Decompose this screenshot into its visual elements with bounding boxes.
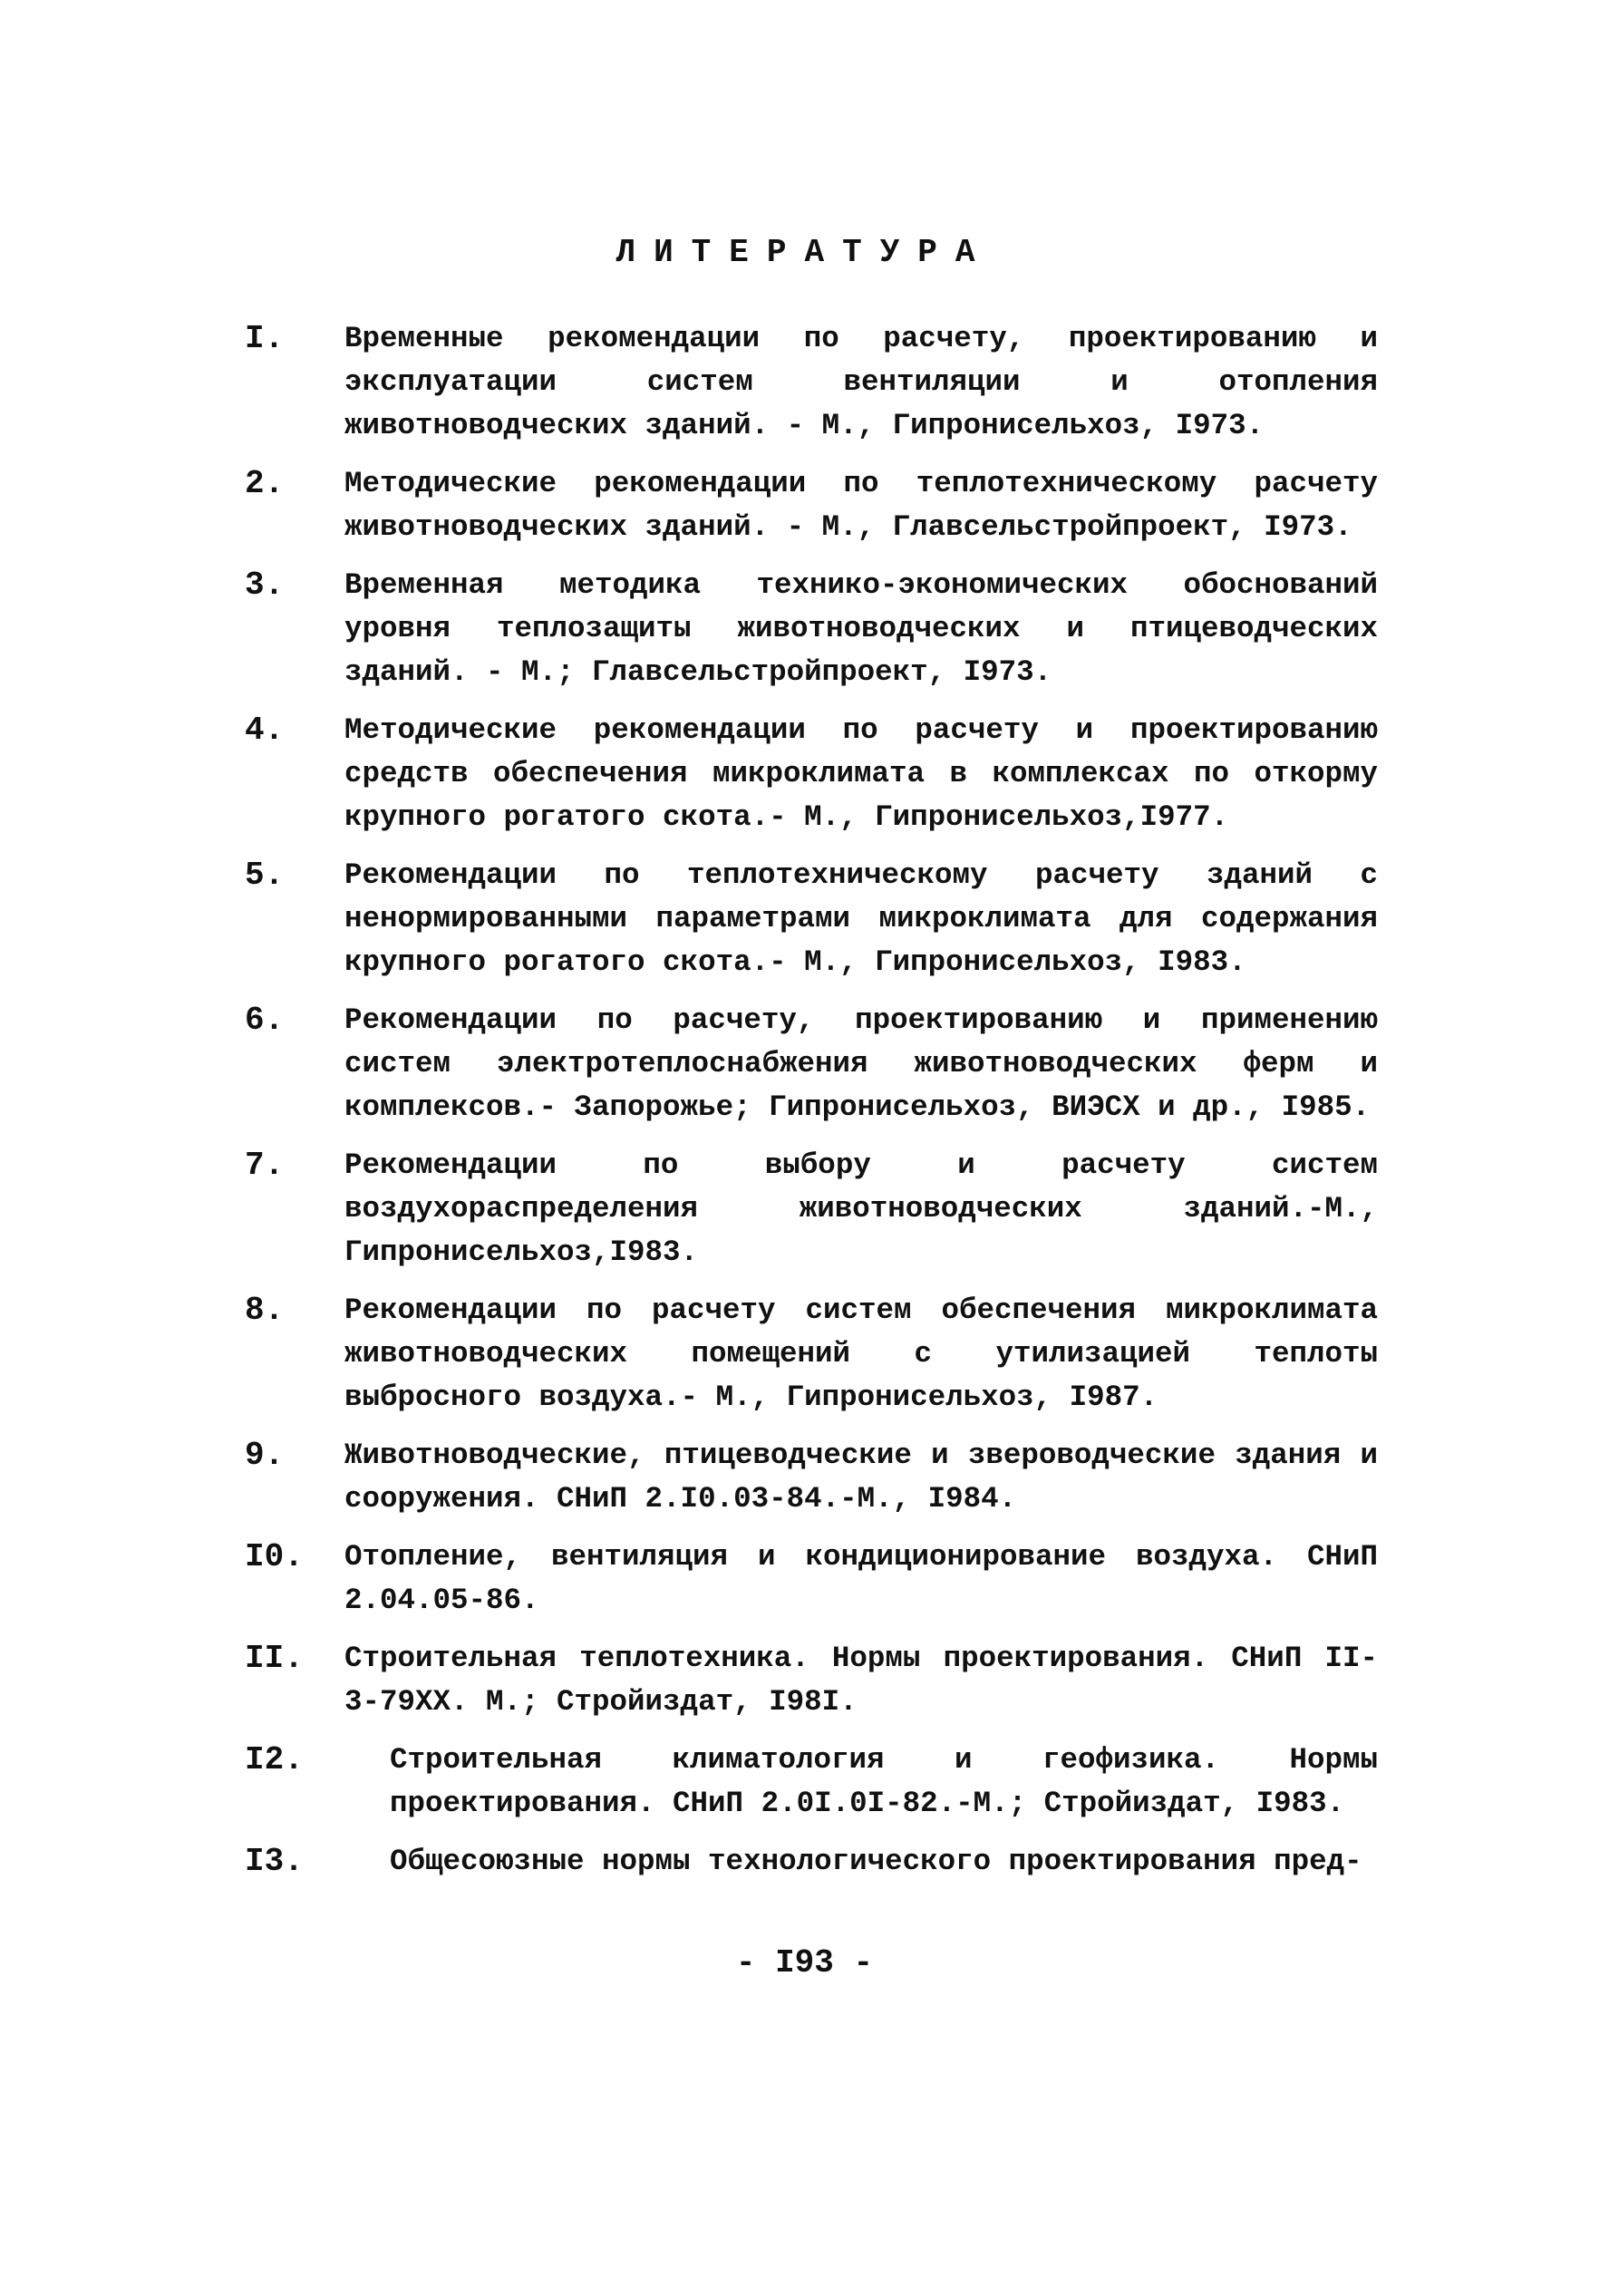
reference-item	[245, 1434, 1378, 1521]
page-number: - I93 -	[735, 1944, 874, 1981]
reference-number: 8.	[245, 1292, 285, 1329]
reference-text: Временная методика технико-экономических обоснований уровня теплозащиты животноводческих и птицеводческих зданий. - М.; Главсельстройпроект, I973.	[344, 568, 1378, 689]
page-title: ЛИТЕРАТУРА	[615, 234, 994, 271]
reference-number: II.	[245, 1640, 304, 1677]
reference-number: 2.	[245, 465, 285, 502]
reference-item	[245, 1289, 1378, 1419]
reference-list	[245, 317, 1378, 1898]
reference-number: 5.	[245, 857, 285, 894]
reference-item	[245, 317, 1378, 448]
reference-text: Отопление, вентиляция и кондиционирование воздуха. СНиП 2.04.05-86.	[344, 1540, 1378, 1617]
reference-item	[245, 709, 1378, 839]
reference-number: I0.	[245, 1538, 304, 1575]
reference-text: Рекомендации по теплотехническому расчету зданий с ненормированными параметрами микроклимата для содержания крупного рогатого скота.- М., Гипронисельхоз, I983.	[344, 858, 1378, 979]
reference-number: I3.	[245, 1843, 304, 1880]
reference-number: 3.	[245, 567, 285, 604]
reference-number: 7.	[245, 1147, 285, 1184]
reference-item	[245, 564, 1378, 694]
reference-number: 9.	[245, 1437, 285, 1474]
reference-text: Рекомендации по выбору и расчету систем воздухораспределения животноводческих зданий.-М., Гипронисельхоз,I983.	[344, 1148, 1378, 1269]
reference-text: Строительная теплотехника. Нормы проектирования. СНиП II-3-79ХХ. М.; Стройиздат, I98I.	[344, 1642, 1378, 1719]
reference-text: Временные рекомендации по расчету, проектированию и эксплуатации систем вентиляции и отопления животноводческих зданий. - М., Гипронисельхоз, I973.	[344, 322, 1378, 442]
reference-item	[245, 1840, 1378, 1884]
reference-item	[245, 1637, 1378, 1724]
reference-text: Общесоюзные нормы технологического проектирования пред-	[390, 1845, 1362, 1878]
reference-number: I.	[245, 320, 285, 357]
reference-item	[245, 999, 1378, 1129]
reference-text: Рекомендации по расчету систем обеспечения микроклимата животноводческих помещений с утилизацией теплоты выбросного воздуха.- М., Гипронисельхоз, I987.	[344, 1293, 1378, 1414]
reference-text: Строительная климатология и геофизика. Нормы проектирования. СНиП 2.0I.0I-82.-М.; Стройиздат, I983.	[390, 1743, 1378, 1820]
reference-number: I2.	[245, 1741, 304, 1778]
reference-item	[245, 462, 1378, 549]
reference-item	[245, 1739, 1378, 1826]
reference-text: Методические рекомендации по расчету и проектированию средств обеспечения микроклимата в комплексах по откорму крупного рогатого скота.- М., Гипронисельхоз,I977.	[344, 713, 1378, 834]
reference-item	[245, 1536, 1378, 1623]
reference-number: 6.	[245, 1002, 285, 1039]
reference-item	[245, 854, 1378, 984]
reference-text: Рекомендации по расчету, проектированию и применению систем электротеплоснабжения животноводческих ферм и комплексов.- Запорожье; Гипронисельхоз, ВИЭСХ и др., I985.	[344, 1003, 1378, 1124]
reference-item	[245, 1144, 1378, 1274]
reference-text: Методические рекомендации по теплотехническому расчету животноводческих зданий. - М., Главсельстройпроект, I973.	[344, 467, 1378, 544]
reference-number: 4.	[245, 712, 285, 749]
reference-text: Животноводческие, птицеводческие и звероводческие здания и сооружения. СНиП 2.I0.03-84.-М., I984.	[344, 1439, 1378, 1516]
